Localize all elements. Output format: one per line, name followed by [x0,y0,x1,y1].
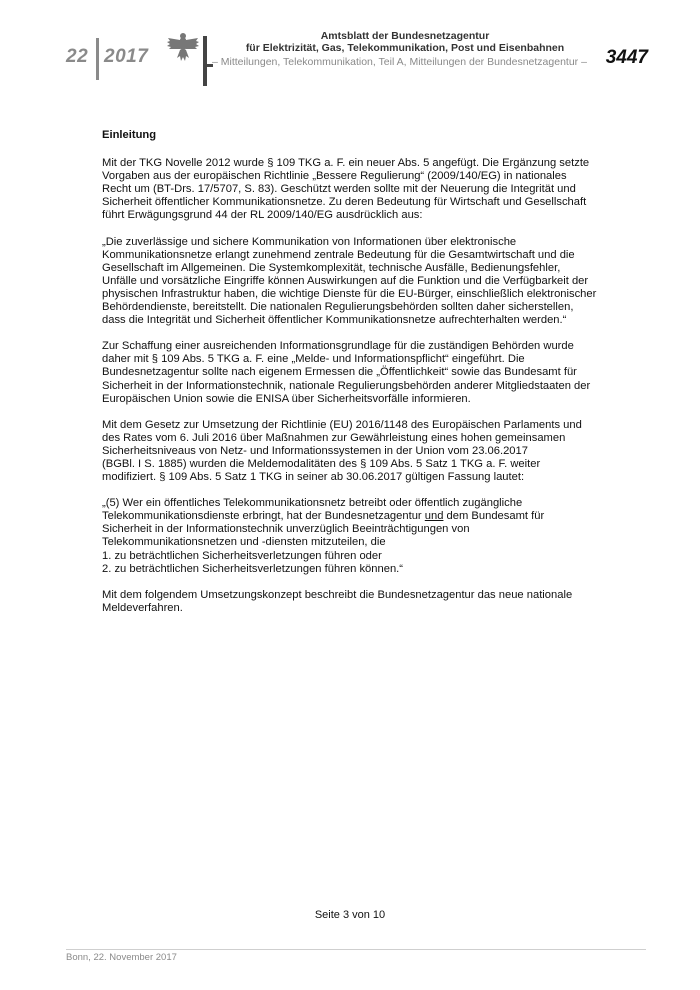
issue-number-value: 22 [66,46,89,67]
list-item: 2. zu beträchtlichen Sicherheitsverletzungen führen können.“ [102,562,404,575]
text-line: daher mit § 109 Abs. 5 TKG a. F. eine „Melde- und Informationspflicht“ eingeführt. Die [102,353,525,366]
paragraph-recital-quote [102,236,622,328]
emblem-divider [203,36,207,86]
text-line: führt Erwägungsgrund 44 der RL 2009/140/EG ausdrücklich aus: [102,209,423,222]
text-line: Kommunikationsnetze erlangt zunehmend zentrale Bedeutung für die Gesamtwirtschaft und die [102,248,575,261]
text-line: dass die Integrität und Sicherheit öffentlicher Kommunikationsnetze aufrechterhalten werden.“ [102,314,567,327]
text-line: Sicherheit öffentlicher Kommunikationsnetze. Zu deren Bedeutung für Wirtschaft und Gesellschaft [102,196,587,209]
text-line: Bundesnetzagentur sollte nach eigenem Ermessen die „Öffentlichkeit“ sowie das Bundesamt für [102,366,577,379]
text-line [102,510,622,523]
text-line: Recht um (BT-Drs. 17/5707, S. 83). Geschützt werden sollte mit der Neuerung die Integrität und [102,183,576,196]
text-line: physischen Infrastruktur haben, die wichtige Dienste für die EU-Bürger, einschließlich elektronischer [102,287,597,300]
gazette-title-line2: für Elektrizität, Gas, Telekommunikation, Post und Eisenbahnen [245,42,565,54]
text-line: Behördendienste, bereitstellt. Die nationalen Regulierungsbehörden sollten daher sicherstellen, [102,301,574,314]
text-line: Zur Schaffung einer ausreichenden Informationsgrundlage für die zuständigen Behörden wurde [102,340,574,353]
header-divider [96,38,99,80]
paragraph-intro [102,157,622,222]
text-line: Meldeverfahren. [102,601,183,614]
text-line: des Rates vom 6. Juli 2016 über Maßnahmen zur Gewährleistung eines hohen gemeinsamen [102,431,566,444]
text-line: modifiziert. § 109 Abs. 5 Satz 1 TKG in seiner ab 30.06.2017 gültigen Fassung lautet: [102,471,525,484]
text-line: Unfälle und vorsätzliche Eingriffe können Auswirkungen auf die Funktion und die Verfügbarkeit der [102,274,589,287]
text-line: (BGBl. I S. 1885) wurden die Meldemodalitäten des § 109 Abs. 5 Satz 1 TKG a. F. weiter [102,457,541,470]
text-line: Sicherheitsniveaus von Netz- und Informationssystemen in der Union vom 23.06.2017 [102,444,528,457]
paragraph-law-update [102,419,622,484]
federal-eagle-icon [166,30,200,66]
underlined-word: und [424,510,444,523]
paragraph-information-basis [102,340,622,405]
text-fragment: dem Bundesamt für [443,510,545,523]
page-indicator: Seite 3 von 10 [314,909,386,921]
text-line: Sicherheit in der Informationstechnik, nationale Regulierungsbehörden anderer Mitgliedstaaten der [102,379,591,392]
text-line: Mit der TKG Novelle 2012 wurde § 109 TKG a. F. ein neuer Abs. 5 angefügt. Die Ergänzung setzte [102,157,590,170]
text-line: Europäischen Union sowie die ENISA über Sicherheitsvorfälle informieren. [102,392,471,405]
text-line: Telekommunikationsnetzen und -diensten mitzuteilen, die [102,536,386,549]
text-line: Vorgaben aus der europäischen Richtlinie „Bessere Regulierung“ (2009/140/EG) in nationales [102,170,567,183]
text-line: Mit dem Gesetz zur Umsetzung der Richtlinie (EU) 2016/1148 des Europäischen Parlaments und [102,418,582,431]
paragraph-closing [102,589,622,615]
gazette-subtitle: – Mitteilungen, Telekommunikation, Teil A, Mitteilungen der Bundesnetzagentur – [212,56,587,68]
page-number: 3447 [605,47,648,68]
text-line: „Die zuverlässige und sichere Kommunikation von Informationen über elektronische [102,235,517,248]
footer-divider [66,949,646,950]
section-heading: Einleitung [102,129,157,141]
document-body [102,129,622,628]
list-item: 1. zu beträchtlichen Sicherheitsverletzungen führen oder [102,549,382,562]
paragraph-statute-quote [102,497,622,576]
gazette-title-line1: Amtsblatt der Bundesnetzagentur [320,30,490,42]
text-line: „(5) Wer ein öffentliches Telekommunikationsnetz betreibt oder öffentlich zugängliche [102,497,523,510]
text-line: Gesellschaft im Allgemeinen. Die Systemkomplexität, technische Ausfälle, Bedienungsfehler, [102,261,561,274]
footer-date: Bonn, 22. November 2017 [66,952,177,963]
gazette-title [215,30,595,54]
text-fragment: Telekommunikationsdienste erbringt, hat der Bundesnetzagentur [102,510,425,523]
issue-year: 2017 [104,46,149,67]
text-line: Sicherheit in der Informationstechnik unverzüglich Beeinträchtigungen von [102,523,470,536]
text-line: Mit dem folgendem Umsetzungskonzept beschreibt die Bundesnetzagentur das neue nationale [102,588,573,601]
